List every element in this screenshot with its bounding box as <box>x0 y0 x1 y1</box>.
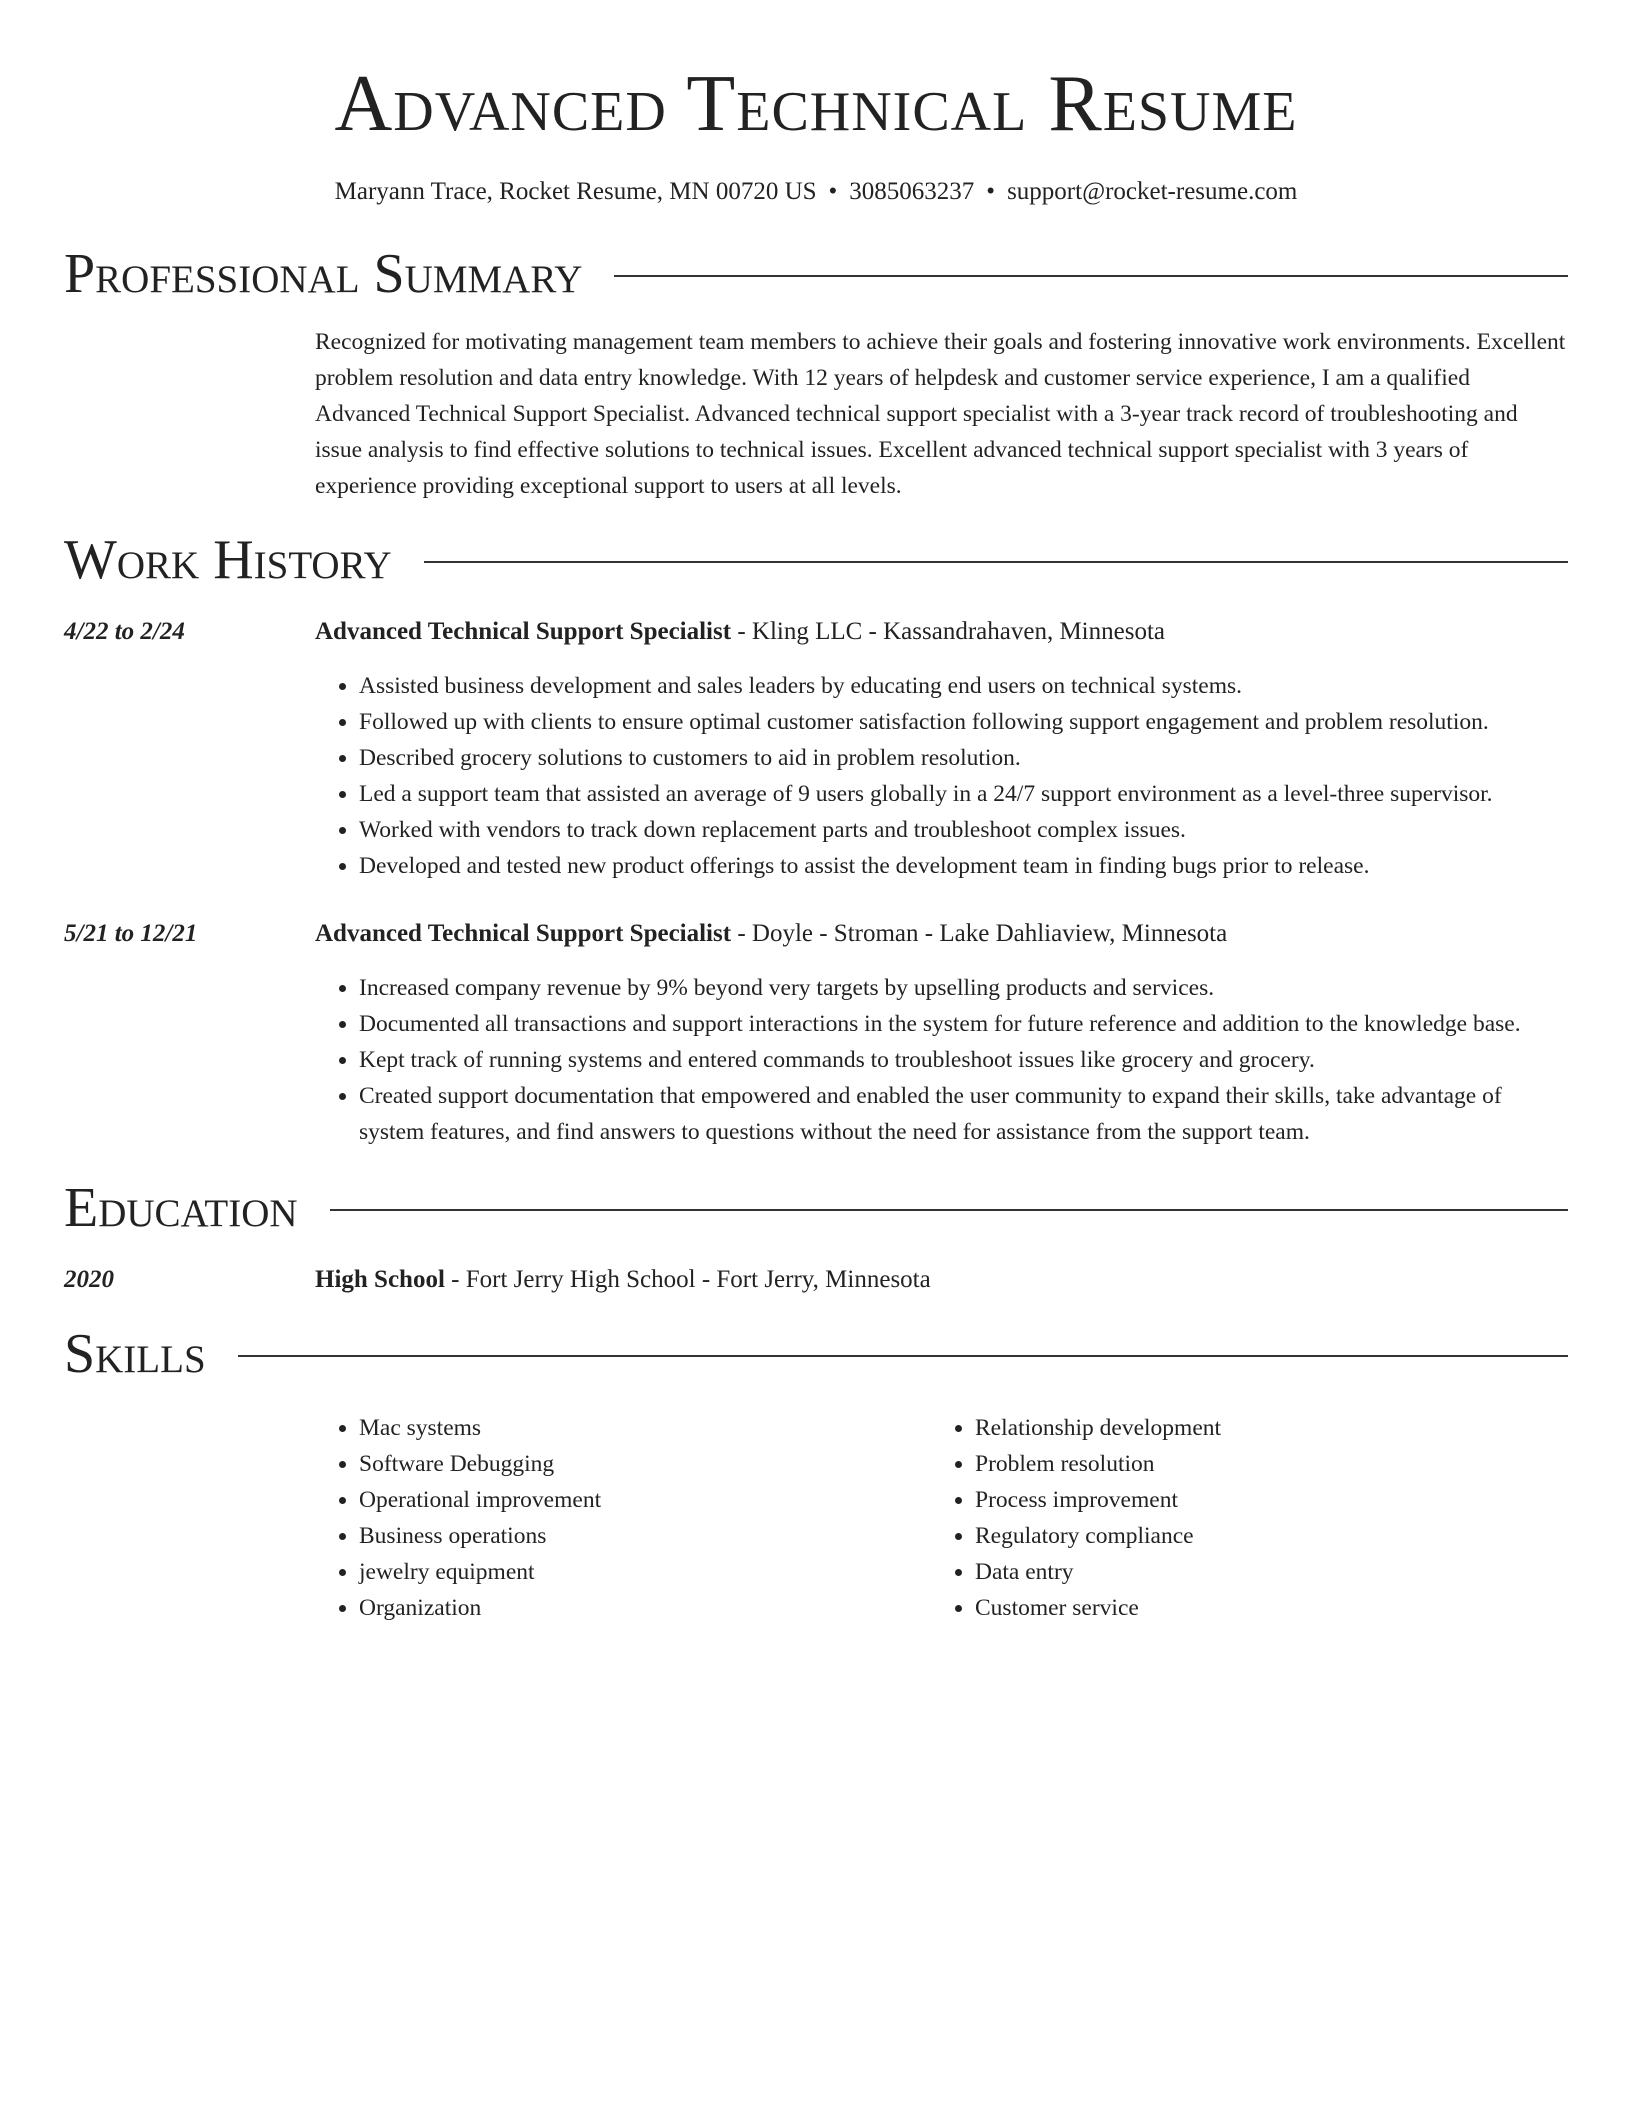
education-body <box>315 1262 1568 1298</box>
skills-section-header <box>64 1324 1568 1384</box>
education-heading-line <box>315 1262 1568 1298</box>
education-year: 2020 <box>64 1266 114 1293</box>
job-bullets <box>315 970 1568 1150</box>
education-section-header <box>64 1178 1568 1238</box>
section-divider <box>238 1355 1568 1357</box>
skill-item: • Organization <box>359 1590 931 1626</box>
job-bullet: • Developed and tested new product offerings to assist the development team in finding bugs prior to release. <box>359 848 1568 884</box>
job-bullet: • Worked with vendors to track down replacement parts and troubleshoot complex issues. <box>359 812 1568 848</box>
skills-heading: Skills <box>64 1323 206 1385</box>
job-entry <box>64 916 1568 1150</box>
skill-item: • Process improvement <box>975 1482 1547 1518</box>
skill-item: • Software Debugging <box>359 1446 931 1482</box>
job-dates: 4/22 to 2/24 <box>64 618 185 645</box>
skills-column-right <box>931 1410 1547 1626</box>
skill-item: • Relationship development <box>975 1410 1547 1446</box>
job-bullet: • Increased company revenue by 9% beyond very targets by upselling products and services. <box>359 970 1568 1006</box>
skill-item: • jewelry equipment <box>359 1554 931 1590</box>
job-dates: 5/21 to 12/21 <box>64 920 198 947</box>
job-bullet: • Created support documentation that empowered and enabled the user community to expand their skills, take advantage of system features, and find answers to questions without the need for assistance from the support team. <box>359 1078 1568 1150</box>
job-details: - Doyle - Stroman - Lake Dahliaview, Minnesota <box>731 920 1228 947</box>
contact-phone: 3085063237 <box>849 178 975 205</box>
job-heading <box>315 916 1568 952</box>
job-details: - Kling LLC - Kassandrahaven, Minnesota <box>731 618 1165 645</box>
education-degree: High School <box>315 1266 445 1293</box>
job-bullet: • Described grocery solutions to customers to aid in problem resolution. <box>359 740 1568 776</box>
skill-item: • Customer service <box>975 1590 1547 1626</box>
job-bullet: • Kept track of running systems and entered commands to troubleshoot issues like grocery and grocery. <box>359 1042 1568 1078</box>
job-body <box>315 916 1568 1150</box>
skills-list <box>315 1410 1568 1626</box>
job-role: Advanced Technical Support Specialist <box>315 618 732 645</box>
job-heading <box>315 614 1568 650</box>
skill-item: • Business operations <box>359 1518 931 1554</box>
job-bullet: • Followed up with clients to ensure optimal customer satisfaction following support engagement and problem resolution. <box>359 704 1568 740</box>
skill-item: • Problem resolution <box>975 1446 1547 1482</box>
section-divider <box>614 275 1568 277</box>
work-heading: Work History <box>64 529 392 591</box>
summary-heading: Professional Summary <box>64 243 583 305</box>
contact-separator: • <box>986 178 996 205</box>
skill-item: • Mac systems <box>359 1410 931 1446</box>
contact-separator: • <box>828 178 838 205</box>
job-bullet: • Assisted business development and sales leaders by educating end users on technical systems. <box>359 668 1568 704</box>
skill-item: • Data entry <box>975 1554 1547 1590</box>
work-section-header <box>64 530 1568 590</box>
contact-line <box>64 176 1568 208</box>
contact-email: support@rocket-resume.com <box>1007 178 1298 205</box>
job-bullet: • Documented all transactions and support interactions in the system for future reference and addition to the knowledge base. <box>359 1006 1568 1042</box>
skills-column-left <box>315 1410 931 1626</box>
job-bullet: • Led a support team that assisted an average of 9 users globally in a 24/7 support environment as a level-three supervisor. <box>359 776 1568 812</box>
section-divider <box>424 561 1568 563</box>
job-role: Advanced Technical Support Specialist <box>315 920 732 947</box>
summary-text: Recognized for motivating management team members to achieve their goals and fostering innovative work environments. Excellent problem resolution and data entry knowledge. With 12 years of helpdesk and customer service experience, I am a qualified Advanced Technical Support Specialist. Advanced technical support specialist with a 3-year track record of troubleshooting and issue analysis to find effective solutions to technical issues. Excellent advanced technical support specialist with 3 years of experience providing exceptional support to users at all levels. <box>315 329 1566 499</box>
skill-item: • Operational improvement <box>359 1482 931 1518</box>
education-entry <box>64 1262 1568 1298</box>
contact-address: Maryann Trace, Rocket Resume, MN 00720 US <box>334 178 817 205</box>
job-entry <box>64 614 1568 884</box>
summary-section-header <box>64 244 1568 304</box>
job-bullets <box>315 668 1568 884</box>
resume-title: Advanced Technical Resume <box>334 60 1298 148</box>
education-details: - Fort Jerry High School - Fort Jerry, Minnesota <box>444 1266 931 1293</box>
section-divider <box>330 1209 1568 1211</box>
job-body <box>315 614 1568 884</box>
education-heading: Education <box>64 1177 298 1239</box>
skill-item: • Regulatory compliance <box>975 1518 1547 1554</box>
